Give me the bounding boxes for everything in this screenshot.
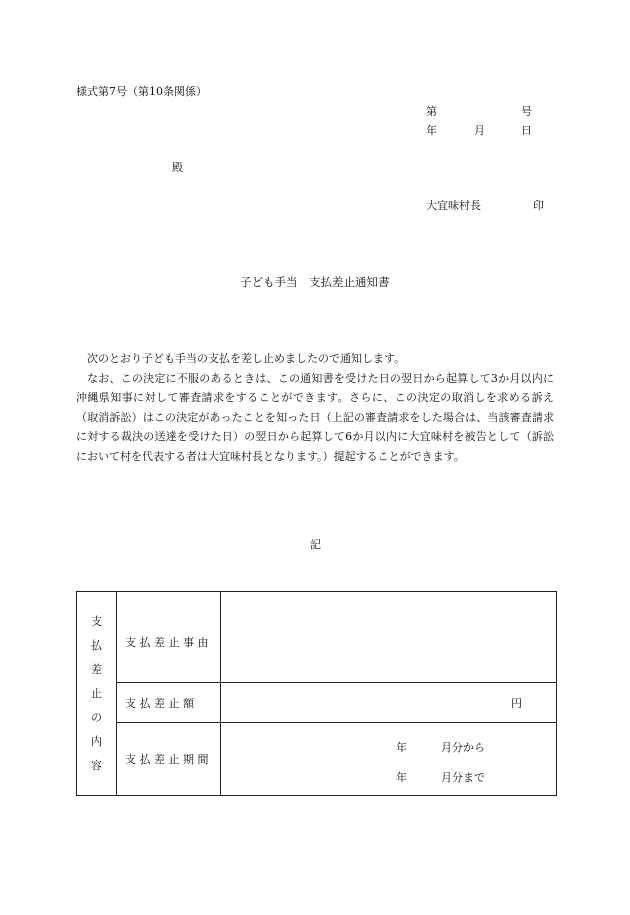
seal-mark: 印: [533, 199, 544, 212]
table-row-amount: [77, 683, 557, 722]
document-number-prefix: 第: [426, 105, 437, 118]
reason-value[interactable]: [221, 592, 557, 683]
addressee-honorific: 殿: [172, 161, 183, 174]
yen-unit: 円: [511, 697, 522, 711]
amount-value[interactable]: [221, 683, 557, 722]
date-month-label: 月: [474, 124, 485, 137]
side-label-char: 止: [91, 686, 102, 700]
period-label: 支払差止期間: [117, 722, 221, 795]
table-row-period: [77, 722, 557, 795]
notice-body: [76, 349, 554, 466]
ki-heading: 記: [310, 538, 321, 551]
side-label-char: 差: [91, 662, 102, 676]
side-label-char: 容: [91, 758, 102, 772]
issuer-name: 大宜味村長: [426, 199, 481, 212]
side-label-char: の: [91, 710, 102, 724]
table-row-reason: [77, 592, 557, 683]
document-number-suffix: 号: [521, 105, 532, 118]
period-end-year: 年: [396, 770, 407, 784]
body-paragraph-2: なお、この決定に不服のあるときは、この通知書を受けた日の翌日から起算して3か月以内に沖縄県知事に対して審査請求をすることができます。さらに、この決定の取消しを求める訴え（取消訴訟）はこの決定があったことを知った日（上記の審査請求をした場合は、当該審査請求に対する裁決の送達を受けた日）の翌日から起算して6か月以内に大宜味村を被告として（訴訟において村を代表する者は大宜味村長となります。）提起することができます。: [76, 371, 554, 463]
date-year-label: 年: [426, 124, 437, 137]
date-day-label: 日: [521, 124, 532, 137]
amount-label: 支払差止額: [117, 683, 221, 722]
period-start-month: 月分から: [441, 740, 485, 754]
period-start-year: 年: [396, 740, 407, 754]
side-label: [77, 592, 117, 796]
reason-label: 支払差止事由: [117, 592, 221, 683]
period-value[interactable]: [221, 722, 557, 795]
period-end-month: 月分まで: [441, 770, 485, 784]
body-paragraph-1: 次のとおり子ども手当の支払を差し止めましたので通知します。: [87, 352, 406, 365]
side-label-char: 支: [91, 614, 102, 628]
side-label-char: 払: [91, 638, 102, 652]
document-title: 子ども手当 支払差止通知書: [240, 275, 390, 289]
side-label-char: 内: [91, 734, 102, 748]
suspension-details-table: [76, 591, 557, 796]
form-number: 様式第7号（第10条関係）: [76, 85, 207, 98]
